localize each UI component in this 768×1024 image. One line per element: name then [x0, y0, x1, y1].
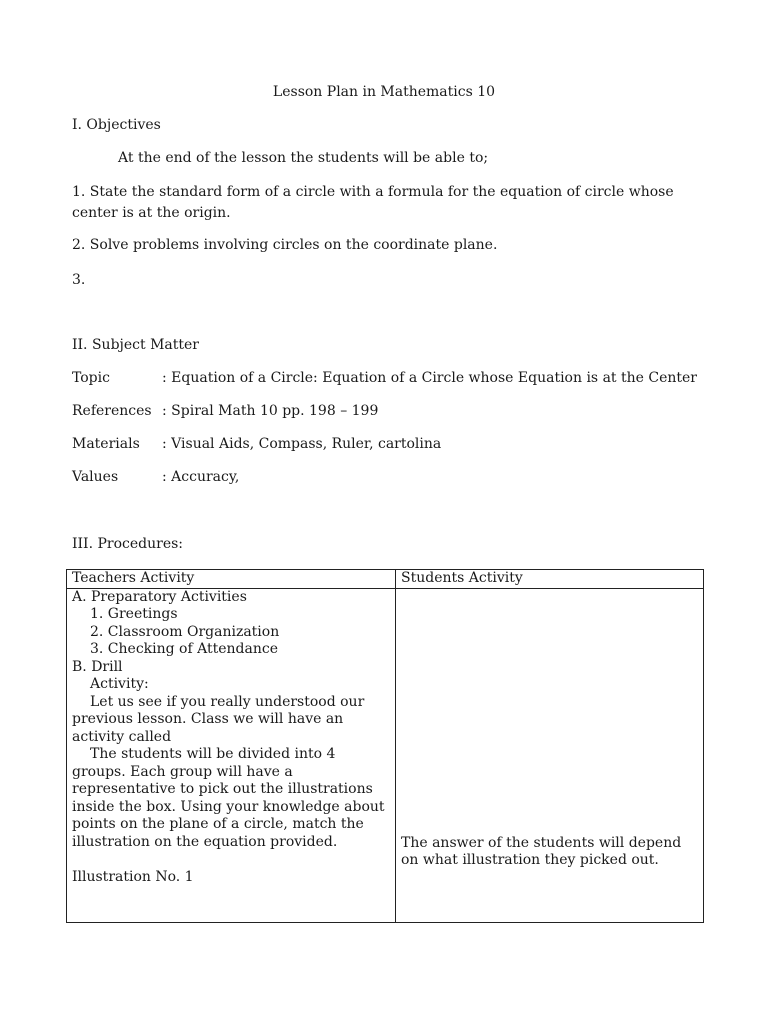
- table-header-row: [67, 570, 704, 589]
- procedures-heading: III. Procedures:: [72, 536, 184, 552]
- drill-paragraph-1: Let us see if you really understood our previous lesson. Class we will have an activity called: [72, 693, 365, 745]
- students-activity-header: Students Activity: [396, 570, 704, 589]
- preparatory-activities-heading: A. Preparatory Activities: [72, 588, 247, 605]
- values-value: : Accuracy,: [162, 469, 240, 485]
- procedures-table: [66, 569, 704, 923]
- objective-item-3: 3.: [72, 272, 86, 288]
- teachers-activity-cell: [67, 588, 396, 922]
- objective-item-1: 1. State the standard form of a circle with a formula for the equation of circle whose center is at the origin.: [72, 184, 674, 221]
- list-item: 1. Greetings: [90, 606, 178, 622]
- drill-paragraph-2: The students will be divided into 4 groups. Each group will have a representative to pick out the illustrations inside the box. Using your knowledge about points on the plane of a circle, match the illustration on the equation provided.: [72, 746, 385, 850]
- drill-heading: B. Drill: [72, 658, 123, 675]
- materials-label: Materials: [72, 436, 140, 452]
- students-activity-cell: [396, 588, 704, 922]
- materials-value: : Visual Aids, Compass, Ruler, cartolina: [162, 436, 442, 452]
- list-item: 3. Checking of Attendance: [90, 641, 278, 657]
- references-value: : Spiral Math 10 pp. 198 – 199: [162, 403, 379, 419]
- objectives-intro: At the end of the lesson the students will be able to;: [118, 150, 489, 166]
- references-label: References: [72, 403, 152, 419]
- objective-item-2: 2. Solve problems involving circles on the coordinate plane.: [72, 237, 498, 253]
- document-title: Lesson Plan in Mathematics 10: [272, 84, 496, 100]
- objectives-heading: I. Objectives: [72, 117, 161, 133]
- topic-label: Topic: [72, 370, 110, 386]
- illustration-label: Illustration No. 1: [72, 868, 194, 885]
- activity-label: Activity:: [90, 676, 149, 692]
- topic-value: : Equation of a Circle: Equation of a Circle whose Equation is at the Center: [162, 370, 697, 386]
- teachers-activity-header: Teachers Activity: [67, 570, 396, 589]
- list-item: 2. Classroom Organization: [90, 623, 280, 640]
- student-answer: The answer of the students will depend on what illustration they picked out.: [401, 834, 682, 868]
- subject-matter-heading: II. Subject Matter: [72, 337, 199, 353]
- table-row: [67, 588, 704, 922]
- values-label: Values: [72, 469, 119, 485]
